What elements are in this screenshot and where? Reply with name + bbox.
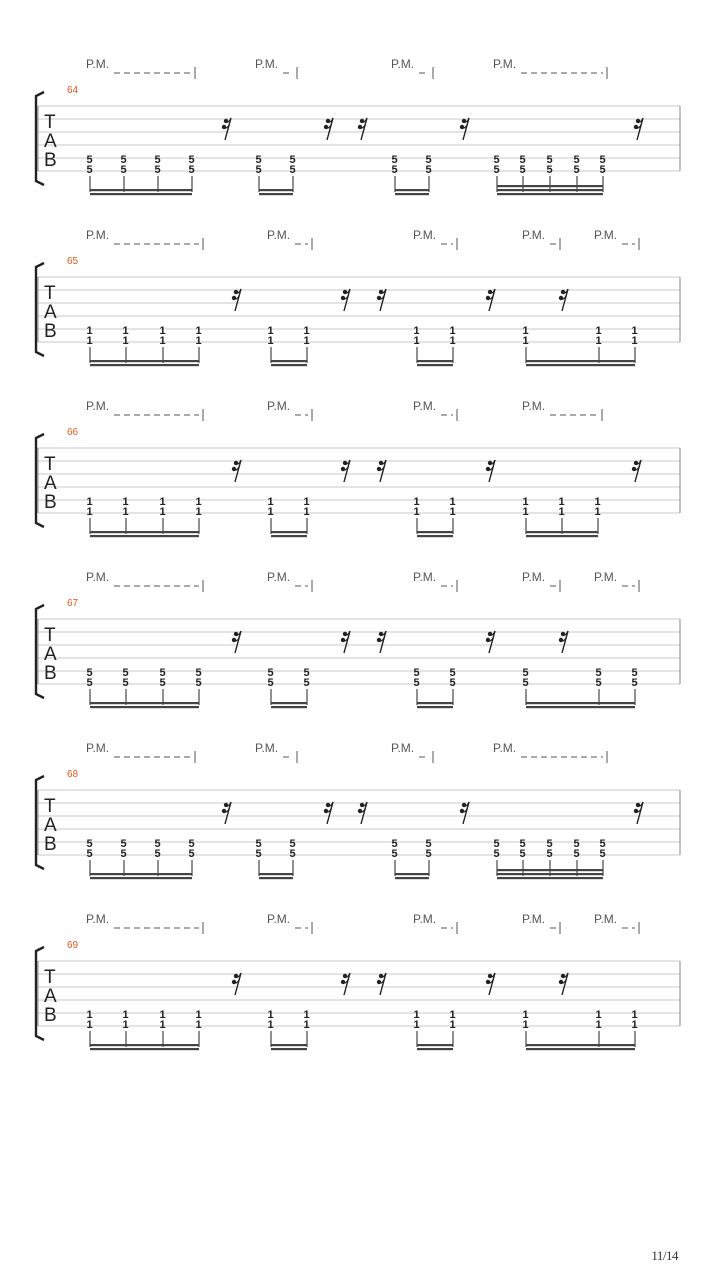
tab-clef-letter: B [44, 150, 57, 171]
beam [526, 531, 598, 533]
fret-number: 1 [195, 335, 202, 347]
fret-number: 1 [159, 496, 166, 508]
beam [90, 535, 199, 537]
fret-number: 5 [188, 154, 195, 166]
fret-number: 5 [546, 838, 553, 850]
fret-number: 1 [595, 1019, 602, 1031]
fret-number: 1 [159, 335, 166, 347]
beam [526, 706, 635, 708]
sixteenth-rest-icon [222, 118, 231, 140]
palm-mute-label: P.M. [493, 57, 517, 71]
beam [497, 193, 603, 195]
beam [417, 706, 453, 708]
fret-number: 5 [267, 667, 274, 679]
beam [271, 702, 307, 704]
beam [417, 360, 453, 362]
palm-mute-label: P.M. [522, 912, 546, 926]
fret-number: 5 [493, 164, 500, 176]
beam [526, 1044, 635, 1046]
fret-number: 5 [522, 677, 529, 689]
sixteenth-rest-icon [341, 289, 350, 311]
beam [395, 189, 429, 191]
palm-mute-label: P.M. [413, 912, 437, 926]
fret-number: 5 [154, 164, 161, 176]
beam [90, 877, 192, 879]
fret-number: 5 [425, 848, 432, 860]
beam [417, 364, 453, 366]
measure-number: 65 [67, 256, 79, 267]
fret-number: 1 [595, 335, 602, 347]
fret-number: 1 [594, 496, 601, 508]
sixteenth-rest-icon [559, 289, 568, 311]
palm-mute-label: P.M. [86, 57, 110, 71]
tab-clef-letter: B [44, 321, 57, 342]
measure-number: 68 [67, 769, 79, 780]
fret-number: 1 [413, 506, 420, 518]
fret-number: 5 [391, 154, 398, 166]
fret-number: 1 [303, 335, 310, 347]
palm-mute-label: P.M. [86, 399, 110, 413]
fret-number: 1 [522, 496, 529, 508]
fret-number: 5 [86, 677, 93, 689]
fret-number: 5 [391, 838, 398, 850]
sixteenth-rest-icon [232, 460, 241, 482]
beam [259, 877, 293, 879]
fret-number: 5 [519, 848, 526, 860]
beam [526, 1048, 635, 1050]
tab-system [36, 57, 680, 195]
fret-number: 5 [573, 164, 580, 176]
fret-number: 1 [449, 325, 456, 337]
fret-number: 5 [599, 848, 606, 860]
fret-number: 1 [522, 1009, 529, 1021]
tab-clef-letter: A [44, 131, 57, 152]
fret-number: 1 [267, 1019, 274, 1031]
fret-number: 5 [289, 154, 296, 166]
beam [90, 364, 199, 366]
beam [90, 1044, 199, 1046]
palm-mute-label: P.M. [413, 228, 437, 242]
fret-number: 1 [449, 506, 456, 518]
fret-number: 5 [425, 164, 432, 176]
fret-number: 5 [255, 154, 262, 166]
fret-number: 1 [159, 325, 166, 337]
fret-number: 1 [159, 506, 166, 518]
fret-number: 5 [631, 677, 638, 689]
beam [497, 877, 603, 879]
fret-number: 5 [303, 677, 310, 689]
palm-mute-label: P.M. [413, 399, 437, 413]
tab-clef-letter: B [44, 834, 57, 855]
beam [259, 873, 293, 875]
palm-mute-label: P.M. [391, 741, 415, 755]
fret-number: 1 [195, 496, 202, 508]
fret-number: 1 [413, 1019, 420, 1031]
sixteenth-rest-icon [232, 973, 241, 995]
beam [90, 1048, 199, 1050]
beam [417, 535, 453, 537]
fret-number: 1 [595, 325, 602, 337]
fret-number: 5 [120, 848, 127, 860]
beam [395, 193, 429, 195]
beam [526, 360, 635, 362]
fret-number: 5 [546, 154, 553, 166]
fret-number: 5 [255, 848, 262, 860]
sixteenth-rest-icon [377, 460, 386, 482]
fret-number: 5 [631, 667, 638, 679]
beam [497, 873, 603, 875]
sixteenth-rest-icon [341, 973, 350, 995]
tab-clef-letter: T [44, 283, 56, 304]
fret-number: 1 [195, 325, 202, 337]
sixteenth-rest-icon [232, 289, 241, 311]
fret-number: 1 [594, 506, 601, 518]
sixteenth-rest-icon [460, 118, 469, 140]
sixteenth-rest-icon [324, 118, 333, 140]
fret-number: 5 [289, 848, 296, 860]
beam [90, 193, 192, 195]
fret-number: 5 [255, 838, 262, 850]
tab-system [36, 570, 680, 708]
fret-number: 5 [188, 838, 195, 850]
beam [90, 706, 199, 708]
tab-clef-letter: B [44, 1005, 57, 1026]
fret-number: 1 [267, 506, 274, 518]
beam [526, 702, 635, 704]
fret-number: 5 [546, 164, 553, 176]
fret-number: 5 [425, 838, 432, 850]
palm-mute-label: P.M. [255, 57, 279, 71]
fret-number: 5 [391, 848, 398, 860]
fret-number: 1 [195, 1019, 202, 1031]
beam [259, 193, 293, 195]
palm-mute-label: P.M. [493, 741, 517, 755]
sixteenth-rest-icon [232, 631, 241, 653]
fret-number: 5 [267, 677, 274, 689]
tab-clef-letter: B [44, 663, 57, 684]
fret-number: 5 [519, 838, 526, 850]
fret-number: 5 [522, 667, 529, 679]
fret-number: 5 [195, 677, 202, 689]
fret-number: 5 [519, 154, 526, 166]
fret-number: 1 [303, 506, 310, 518]
beam [271, 706, 307, 708]
palm-mute-label: P.M. [594, 912, 618, 926]
tab-clef-letter: A [44, 644, 57, 665]
fret-number: 5 [86, 164, 93, 176]
fret-number: 1 [631, 335, 638, 347]
fret-number: 5 [120, 154, 127, 166]
beam [90, 189, 192, 191]
fret-number: 5 [303, 667, 310, 679]
sixteenth-rest-icon [377, 631, 386, 653]
fret-number: 1 [303, 1019, 310, 1031]
fret-number: 1 [558, 506, 565, 518]
tab-clef-letter: B [44, 492, 57, 513]
palm-mute-label: P.M. [267, 570, 291, 584]
fret-number: 1 [303, 496, 310, 508]
sixteenth-rest-icon [222, 802, 231, 824]
sixteenth-rest-icon [486, 973, 495, 995]
fret-number: 1 [86, 1009, 93, 1021]
sixteenth-rest-icon [634, 802, 643, 824]
tab-clef-letter: T [44, 967, 56, 988]
fret-number: 5 [188, 164, 195, 176]
measure-number: 69 [67, 940, 79, 951]
beam [497, 189, 603, 191]
palm-mute-label: P.M. [267, 399, 291, 413]
beam [271, 531, 307, 533]
fret-number: 1 [122, 1009, 129, 1021]
fret-number: 1 [122, 335, 129, 347]
fret-number: 1 [595, 1009, 602, 1021]
tab-clef-letter: A [44, 302, 57, 323]
sixteenth-rest-icon [559, 973, 568, 995]
palm-mute-label: P.M. [267, 912, 291, 926]
sixteenth-rest-icon [486, 631, 495, 653]
beam [90, 531, 199, 533]
fret-number: 5 [188, 848, 195, 860]
palm-mute-label: P.M. [267, 228, 291, 242]
fret-number: 1 [413, 1009, 420, 1021]
fret-number: 5 [413, 667, 420, 679]
sixteenth-rest-icon [632, 460, 641, 482]
palm-mute-label: P.M. [86, 912, 110, 926]
sixteenth-rest-icon [377, 289, 386, 311]
fret-number: 5 [599, 164, 606, 176]
beam [497, 185, 603, 187]
fret-number: 5 [599, 154, 606, 166]
sixteenth-rest-icon [634, 118, 643, 140]
palm-mute-label: P.M. [522, 570, 546, 584]
beam [395, 873, 429, 875]
palm-mute-label: P.M. [391, 57, 415, 71]
fret-number: 5 [595, 677, 602, 689]
beam [526, 535, 598, 537]
sixteenth-rest-icon [324, 802, 333, 824]
palm-mute-label: P.M. [594, 228, 618, 242]
fret-number: 5 [493, 838, 500, 850]
beam [271, 364, 307, 366]
fret-number: 5 [120, 838, 127, 850]
beam [417, 1044, 453, 1046]
fret-number: 1 [449, 335, 456, 347]
fret-number: 5 [159, 677, 166, 689]
fret-number: 1 [449, 496, 456, 508]
sixteenth-rest-icon [341, 631, 350, 653]
fret-number: 5 [195, 667, 202, 679]
fret-number: 1 [267, 325, 274, 337]
fret-number: 1 [195, 1009, 202, 1021]
fret-number: 5 [493, 154, 500, 166]
tab-clef-letter: A [44, 815, 57, 836]
fret-number: 1 [267, 1009, 274, 1021]
fret-number: 5 [573, 838, 580, 850]
fret-number: 1 [195, 506, 202, 518]
fret-number: 1 [631, 325, 638, 337]
fret-number: 5 [599, 838, 606, 850]
fret-number: 5 [493, 848, 500, 860]
fret-number: 1 [303, 325, 310, 337]
beam [259, 189, 293, 191]
measure-number: 67 [67, 598, 79, 609]
fret-number: 5 [120, 164, 127, 176]
sixteenth-rest-icon [486, 460, 495, 482]
fret-number: 1 [86, 335, 93, 347]
fret-number: 1 [122, 506, 129, 518]
fret-number: 1 [159, 1009, 166, 1021]
sixteenth-rest-icon [341, 460, 350, 482]
palm-mute-label: P.M. [255, 741, 279, 755]
fret-number: 1 [267, 496, 274, 508]
fret-number: 5 [86, 848, 93, 860]
fret-number: 1 [449, 1009, 456, 1021]
palm-mute-label: P.M. [86, 741, 110, 755]
beam [271, 535, 307, 537]
beam [526, 364, 635, 366]
fret-number: 5 [449, 677, 456, 689]
tab-system [36, 912, 680, 1050]
fret-number: 5 [154, 838, 161, 850]
beam [417, 531, 453, 533]
fret-number: 1 [122, 325, 129, 337]
tab-system [36, 399, 680, 537]
beam [90, 360, 199, 362]
sixteenth-rest-icon [358, 118, 367, 140]
fret-number: 1 [522, 1019, 529, 1031]
tab-clef-letter: T [44, 625, 56, 646]
fret-number: 1 [631, 1019, 638, 1031]
fret-number: 5 [519, 164, 526, 176]
beam [90, 702, 199, 704]
fret-number: 5 [122, 667, 129, 679]
fret-number: 5 [413, 677, 420, 689]
fret-number: 5 [546, 848, 553, 860]
fret-number: 5 [595, 667, 602, 679]
fret-number: 1 [522, 335, 529, 347]
fret-number: 1 [267, 335, 274, 347]
tab-clef-letter: A [44, 986, 57, 1007]
sixteenth-rest-icon [377, 973, 386, 995]
fret-number: 5 [86, 667, 93, 679]
fret-number: 1 [122, 1019, 129, 1031]
fret-number: 1 [86, 325, 93, 337]
fret-number: 1 [86, 506, 93, 518]
fret-number: 1 [413, 325, 420, 337]
palm-mute-label: P.M. [86, 570, 110, 584]
fret-number: 5 [289, 838, 296, 850]
beam [271, 1044, 307, 1046]
tab-system [36, 741, 680, 879]
fret-number: 5 [255, 164, 262, 176]
page-number: 11/14 [651, 1248, 678, 1263]
sixteenth-rest-icon [460, 802, 469, 824]
fret-number: 5 [86, 154, 93, 166]
fret-number: 1 [413, 496, 420, 508]
beam [417, 702, 453, 704]
tab-clef-letter: T [44, 454, 56, 475]
tab-clef-letter: T [44, 796, 56, 817]
fret-number: 1 [86, 496, 93, 508]
fret-number: 5 [154, 848, 161, 860]
fret-number: 5 [391, 164, 398, 176]
fret-number: 1 [449, 1019, 456, 1031]
palm-mute-label: P.M. [86, 228, 110, 242]
sixteenth-rest-icon [559, 631, 568, 653]
beam [417, 1048, 453, 1050]
fret-number: 5 [573, 848, 580, 860]
fret-number: 5 [154, 154, 161, 166]
fret-number: 1 [413, 335, 420, 347]
fret-number: 5 [122, 677, 129, 689]
fret-number: 1 [522, 506, 529, 518]
beam [395, 877, 429, 879]
palm-mute-label: P.M. [594, 570, 618, 584]
fret-number: 5 [86, 838, 93, 850]
sixteenth-rest-icon [358, 802, 367, 824]
tab-clef-letter: T [44, 112, 56, 133]
fret-number: 1 [122, 496, 129, 508]
fret-number: 1 [86, 1019, 93, 1031]
fret-number: 5 [425, 154, 432, 166]
fret-number: 1 [303, 1009, 310, 1021]
beam [271, 360, 307, 362]
fret-number: 5 [289, 164, 296, 176]
beam [90, 873, 192, 875]
tab-system [36, 228, 680, 366]
fret-number: 5 [573, 154, 580, 166]
measure-number: 64 [67, 85, 79, 96]
measure-number: 66 [67, 427, 79, 438]
fret-number: 1 [522, 325, 529, 337]
fret-number: 5 [449, 667, 456, 679]
palm-mute-label: P.M. [522, 228, 546, 242]
fret-number: 1 [558, 496, 565, 508]
sixteenth-rest-icon [486, 289, 495, 311]
fret-number: 1 [159, 1019, 166, 1031]
fret-number: 1 [631, 1009, 638, 1021]
beam [271, 1048, 307, 1050]
palm-mute-label: P.M. [413, 570, 437, 584]
fret-number: 5 [159, 667, 166, 679]
palm-mute-label: P.M. [522, 399, 546, 413]
beam [497, 869, 603, 871]
tab-clef-letter: A [44, 473, 57, 494]
